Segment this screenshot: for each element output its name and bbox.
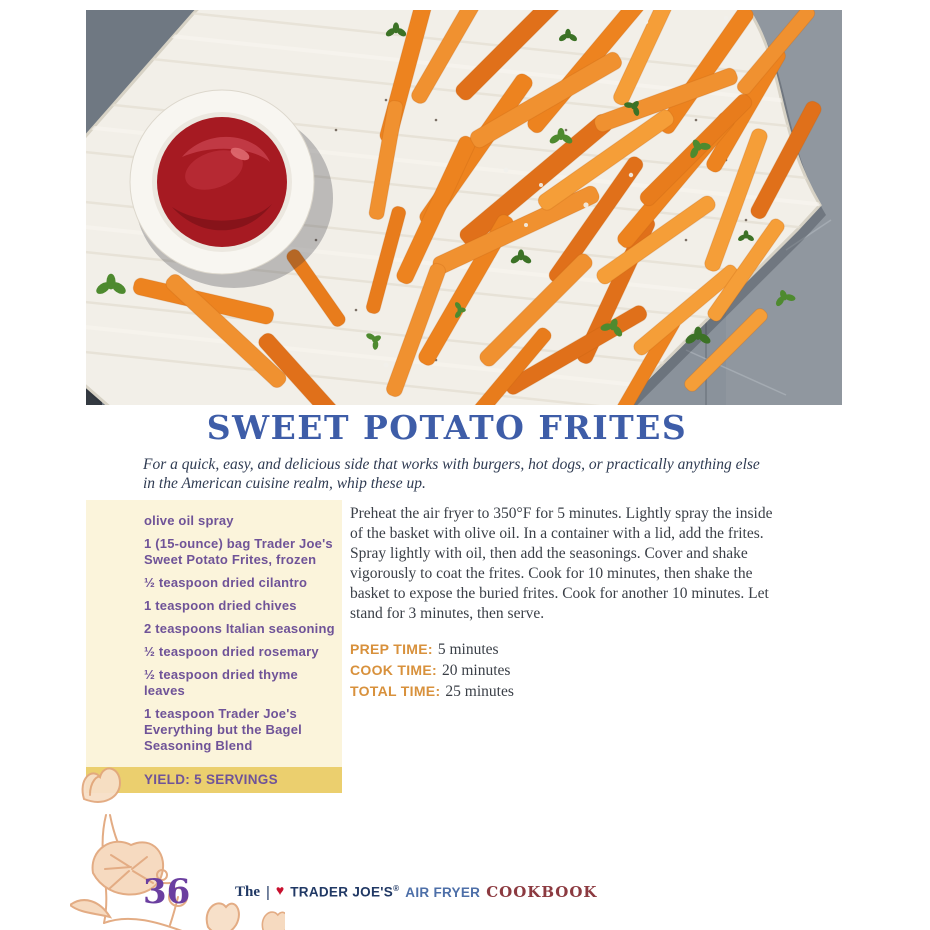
ingredient-item: 1 (15-ounce) bag Trader Joe's Sweet Potato Frites, frozen [144,536,333,567]
yield-banner: YIELD: 5 SERVINGS [86,767,342,793]
time-value: 5 minutes [437,641,499,658]
registered-mark: ® [393,884,400,894]
ingredients-box [86,500,342,793]
instructions-paragraph: Preheat the air fryer to 350°F for 5 minutes. Lightly spray the inside of the basket with olive oil. In a container with a lid, add the frites. Spray lightly with oil, then add the seasonings. Cover and shake vigorously to coat the frites. Cook for 10 minutes, then shake the basket to expose the buried frites. Cook for another 10 minutes. Let stand for 3 minutes, then serve. [350,505,773,622]
ingredients-list [86,500,342,767]
recipe-photo [86,10,842,405]
recipe-photo-illustration [86,10,842,405]
page-number: 36 [143,872,191,912]
time-label: TOTAL TIME: [350,683,441,699]
footer-brandline [235,883,597,901]
time-row [350,681,774,702]
time-label: PREP TIME: [350,641,433,657]
times-block [350,639,774,702]
heart-icon: ♥ [275,884,285,899]
footer-the: The [235,883,261,900]
footer-brand-text: TRADER JOE'S [290,884,394,900]
footer-brand [290,884,399,900]
ingredient-item: 1 teaspoon dried chives [144,598,297,613]
footer-separator: | [266,883,270,901]
ingredient-item: ½ teaspoon dried rosemary [144,644,319,659]
ingredient-item: olive oil spray [144,513,234,528]
recipe-intro: For a quick, easy, and delicious side that works with burgers, hot dogs, or practically anything else in the American cuisine realm, whip these up. [143,456,760,492]
time-value: 20 minutes [442,662,511,679]
time-label: COOK TIME: [350,662,437,678]
time-row [350,660,774,681]
ingredient-item: ½ teaspoon dried thyme leaves [144,667,298,698]
ingredient-item: ½ teaspoon dried cilantro [144,575,308,590]
ingredient-item: 2 teaspoons Italian seasoning [144,621,335,636]
time-row [350,639,774,660]
footer-series: AIR FRYER [405,884,481,900]
time-value: 25 minutes [445,683,514,700]
recipe-title: SWEET POTATO FRITES [206,408,688,447]
method-section [350,504,774,702]
ingredient-item: 1 teaspoon Trader Joe's Everything but the Bagel Seasoning Blend [144,706,302,753]
footer-cookbook: COOKBOOK [486,883,598,901]
